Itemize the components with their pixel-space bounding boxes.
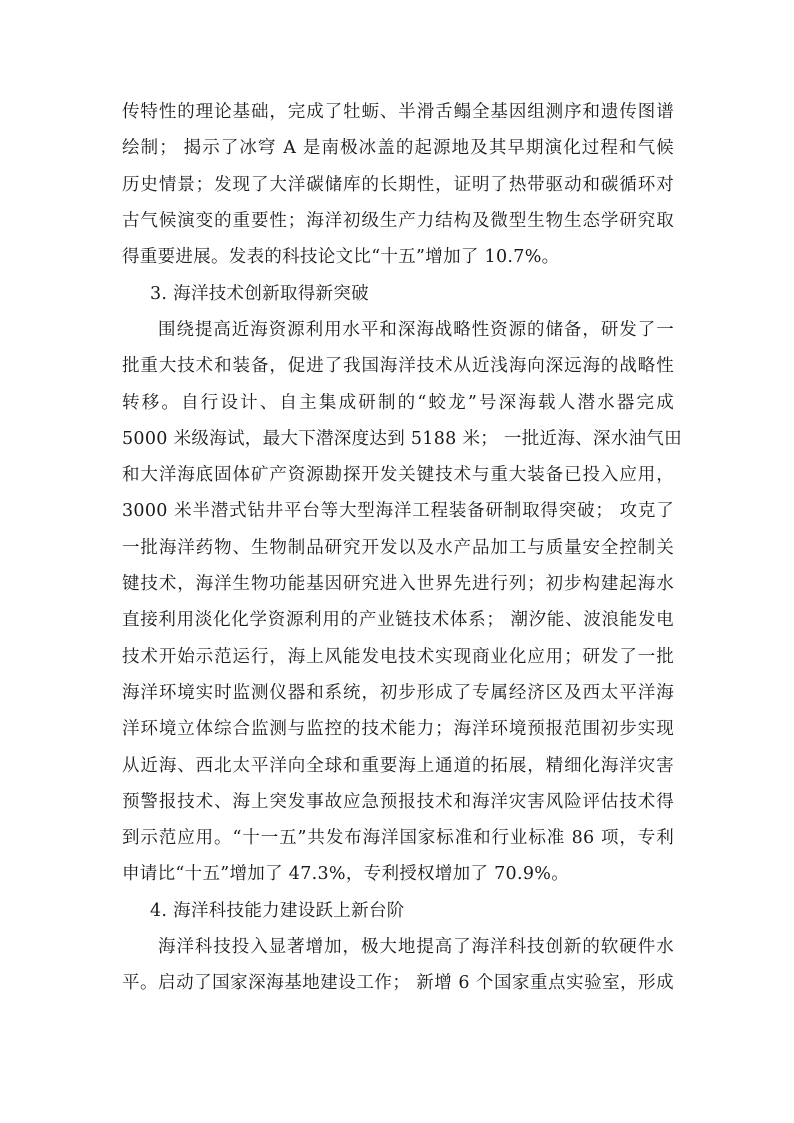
- paragraph-line: 直接利用淡化化学资源利用的产业链技术体系； 潮汐能、波浪能发电: [122, 610, 674, 631]
- paragraph-line: 预警报技术、海上突发事故应急预报技术和海洋灾害风险评估技术得: [122, 791, 674, 812]
- paragraph-line: 历史情景；发现了大洋碳储库的长期性，证明了热带驱动和碳循环对: [122, 174, 674, 195]
- section-heading-3: 3. 海洋技术创新取得新突破: [150, 284, 369, 304]
- paragraph-line: 围绕提高近海资源利用水平和深海战略性资源的储备，研发了一: [158, 320, 674, 340]
- paragraph-line: 申请比“十五”增加了 47.3%，专利授权增加了 70.9%。: [122, 864, 570, 885]
- paragraph-line: 古气候演变的重要性；海洋初级生产力结构及微型生物生态学研究取: [122, 210, 674, 231]
- paragraph-line: 海洋科技投入显著增加，极大地提高了海洋科技创新的软硬件水: [158, 937, 674, 957]
- paragraph-line: 3000 米半潜式钻井平台等大型海洋工程装备研制取得突破； 攻克了: [122, 501, 674, 522]
- paragraph-line: 绘制； 揭示了冰穹 A 是南极冰盖的起源地及其早期演化过程和气候: [122, 138, 674, 159]
- paragraph-line: 转移。自行设计、自主集成研制的“蛟龙”号深海载人潜水器完成: [122, 392, 674, 413]
- paragraph-line: 到示范应用。“十一五”共发布海洋国家标准和行业标准 86 项，专利: [122, 828, 674, 849]
- paragraph-line: 从近海、西北太平洋向全球和重要海上通道的拓展，精细化海洋灾害: [122, 755, 674, 776]
- paragraph-line: 平。启动了国家深海基地建设工作； 新增 6 个国家重点实验室，形成: [122, 973, 674, 994]
- paragraph-line: 批重大技术和装备，促进了我国海洋技术从近浅海向深远海的战略性: [122, 356, 674, 377]
- paragraph-line: 技术开始示范运行，海上风能发电技术实现商业化应用；研发了一批: [122, 646, 674, 667]
- paragraph-line: 海洋环境实时监测仪器和系统，初步形成了专属经济区及西太平洋海: [122, 682, 674, 703]
- paragraph-line: 5000 米级海试，最大下潜深度达到 5188 米； 一批近海、深水油气田: [122, 428, 682, 449]
- paragraph-line: 和大洋海底固体矿产资源勘探开发关键技术与重大装备已投入应用，: [122, 465, 674, 486]
- paragraph-line: 一批海洋药物、生物制品研究开发以及水产品加工与质量安全控制关: [122, 537, 674, 558]
- paragraph-line: 得重要进展。发表的科技论文比“十五”增加了 10.7%。: [122, 247, 560, 268]
- paragraph-line: 键技术，海洋生物功能基因研究进入世界先进行列；初步构建起海水: [122, 574, 674, 595]
- paragraph-section-4: [122, 929, 674, 1002]
- paragraph-line: 洋环境立体综合监测与监控的技术能力；海洋环境预报范围初步实现: [122, 719, 674, 740]
- paragraph-line: 传特性的理论基础，完成了牡蛎、半滑舌鳎全基因组测序和遗传图谱: [122, 102, 674, 122]
- section-heading-4: 4. 海洋科技能力建设跃上新台阶: [150, 901, 405, 921]
- paragraph-section-3: [122, 312, 682, 893]
- paragraph-top: [122, 94, 674, 275]
